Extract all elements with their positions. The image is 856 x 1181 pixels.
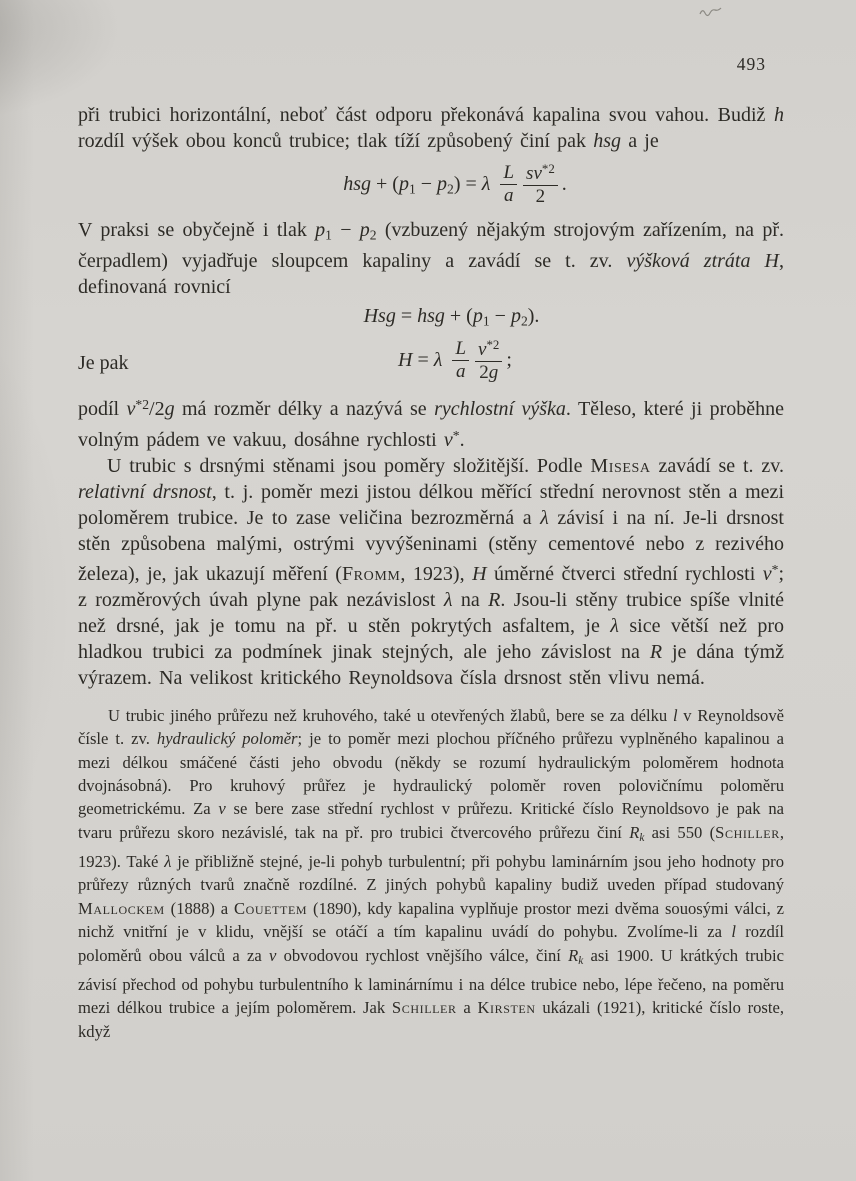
text-run: hsg	[417, 305, 445, 328]
text-run: sv	[526, 162, 542, 184]
text-run: 2	[447, 181, 454, 197]
text-run: (vzbuzený nějakým strojovým zařízením, na př. čerpadlem) vyjadřuje sloupcem kapaliny a zavádí se t. zv.	[78, 218, 784, 273]
paragraph-velocity-head	[78, 392, 784, 452]
text-run: obvodovou rychlost vnějšího válce, činí	[276, 945, 569, 965]
text-run: R	[568, 945, 579, 965]
text-run: λ	[443, 588, 453, 611]
text-run: při trubici horizontální, neboť část odporu překonává kapalina svou vahou. Budiž	[78, 104, 774, 126]
text-run: 2	[369, 227, 377, 243]
text-run: .	[459, 428, 465, 451]
text-run: hsg	[593, 130, 622, 152]
text-run: + (	[444, 305, 473, 328]
text-run: Kirsten	[477, 998, 536, 1018]
text-run: ).	[527, 305, 540, 328]
text-run: je dána týmž výrazem. Na velikost kritického Reynoldsova čísla drsnost stěn vlivu nemá.	[78, 640, 785, 689]
text-run: je přibližně stejné, je-li pohyb turbulentní; při pohybu laminárním jsou jeho hodnoty pro průřezy různých tvarů značně rozdílné. Z jiných pohybů kapaliny budiž uveden případ studovaný	[78, 852, 784, 895]
text-run: p	[398, 172, 409, 195]
fraction-L-over-a	[500, 163, 517, 207]
text-run: U trubic s drsnými stěnami jsou poměry složitější. Podle	[107, 454, 591, 477]
text-run: Couettem	[233, 898, 308, 918]
formula-height-loss-definition	[78, 305, 784, 329]
text-run: hydraulický poloměr	[156, 729, 298, 749]
pen-scribble-mark	[699, 4, 723, 25]
text-run: v	[218, 799, 226, 819]
text-run: . Těleso, které ji proběhne volným pádem ve vakuu, dosáhne rychlosti	[78, 398, 784, 451]
text-run: v	[443, 428, 453, 451]
text-run: v	[762, 562, 772, 585]
je-pak-label: Je pak	[78, 351, 129, 374]
text-run: ; z rozměrových úvah plyne pak nezávislost	[78, 562, 784, 611]
text-run: λ	[164, 852, 172, 872]
text-run: úměrné čtverci střední rychlosti	[486, 562, 763, 585]
text-run: V praksi se obyčejně i tlak	[78, 218, 316, 241]
fraction-v2-over-2g	[475, 338, 502, 384]
text-run: *2	[486, 336, 500, 352]
text-run: a je	[621, 130, 659, 152]
text-run: *2	[135, 397, 150, 413]
text-run: Misesa	[590, 454, 651, 477]
text-run: U trubic jiného průřezu než kruhového, také u otevřených žlabů, bere se za délku	[108, 705, 673, 725]
text-run: R	[649, 640, 663, 663]
text-run: p	[359, 218, 370, 241]
text-run: , 1923),	[400, 562, 473, 585]
text-run: v	[478, 338, 487, 360]
text-run: a	[455, 361, 466, 383]
je-pak-row	[78, 338, 784, 384]
text-run: ukázali (1921), kritické číslo roste, když	[78, 998, 784, 1041]
text-run: hsg	[343, 172, 372, 195]
formula-period: .	[561, 173, 567, 196]
text-run: závisí i na ní. Je-li drsnost stěn způsobena malými, ostrými vyvýšeninami (stěny cementové nebo z rezivého železa), je, jak ukazují měření (	[78, 506, 784, 585]
text-run: λ	[540, 506, 549, 529]
text-run: , definovaná rovnicí	[78, 250, 784, 299]
text-run: Schiller	[391, 998, 457, 1018]
text-run: a	[456, 998, 478, 1018]
text-run: =	[412, 349, 434, 372]
formula-left-side	[343, 173, 490, 197]
text-run: se bere zase střední rychlost v průřezu. Kritické číslo Reynoldsovo je pak na tvaru průřezu skoro nezávislé, tak na př. pro trubici čtvercového průřezu činí	[78, 799, 784, 842]
text-run: (1890), kdy kapalina vyplňuje prostor mezi dvěma souosými válci, z nichž vnitřní je v klidu, vnější se otáčí a tím kapalinu uvádí do pohybu. Zvolíme-li za	[78, 898, 785, 942]
text-run: v Reynoldsově čísle t. zv.	[78, 705, 784, 749]
text-run: ; je to poměr mezi plochou příčného průřezu vyplněného kapalinou a mezi délkou smáčené části jeho obvodu (někdy se rozumí hydraulickým poloměrem hodnota dvojnásobná). Pro kruhový průřez je hydraulický poloměr roven polovičnímu poloměru geometrickému. Za	[78, 729, 785, 819]
text-run: g	[164, 398, 175, 421]
text-run: λ	[433, 349, 443, 372]
text-run: sice větší než pro hladkou trubici za podmínek jinak stejných, ale jeho závislost na	[78, 614, 784, 663]
text-run: −	[331, 218, 360, 241]
text-run: −	[489, 305, 511, 328]
formula-line	[364, 305, 540, 329]
text-run: . Jsou-li stěny trubice spíše vlnité než drsné, jak je tomu na př. u stěn pokrytých asfaltem, je	[78, 588, 785, 637]
text-run: −	[415, 172, 438, 195]
text-run: λ	[481, 172, 491, 195]
text-run: H	[472, 562, 487, 585]
text-run: a	[504, 185, 514, 207]
page-number: 493	[736, 54, 766, 74]
text-run: rychlostní výška	[434, 398, 566, 421]
paragraph-roughness	[78, 453, 784, 691]
text-block	[78, 102, 784, 1043]
text-run: h	[774, 104, 784, 126]
text-run: /2	[149, 398, 165, 421]
text-run: 2	[479, 361, 489, 383]
text-run: 1	[408, 181, 416, 197]
text-run: asi 1900. U krátkých trubic závisí přechod od pohybu turbulentního k laminárnímu i na délce trubice nebo, lépe řečeno, na poměru mezi délkou trubice a jejím poloměrem. Jak	[78, 945, 784, 1018]
text-run: *2	[541, 161, 555, 176]
text-run: v	[126, 398, 136, 421]
paragraph-pressure-column	[78, 217, 784, 300]
text-run: ) =	[453, 172, 482, 195]
text-run: L	[455, 337, 467, 359]
text-run: R	[488, 588, 501, 611]
text-run: p	[315, 218, 326, 241]
text-run: Mallockem	[78, 898, 165, 918]
text-run: R	[629, 822, 640, 842]
formula-semicolon: ;	[506, 349, 512, 372]
text-run: 1	[325, 227, 332, 243]
paragraph-intro	[78, 102, 784, 154]
text-run: + (	[371, 172, 399, 195]
text-run: *	[452, 427, 460, 443]
paragraph-hydraulic-radius	[78, 704, 784, 1043]
text-run: 2	[535, 186, 546, 208]
text-run: rozdíl poloměrů obou válců a za	[78, 922, 784, 965]
text-run: l	[731, 922, 736, 942]
text-run: relativní drsnost	[78, 480, 212, 503]
text-run: Fromm	[341, 562, 401, 585]
text-run: L	[503, 161, 515, 183]
text-run: Hsg	[363, 305, 396, 328]
text-run: na	[452, 588, 489, 611]
text-run: v	[268, 945, 277, 965]
formula-pressure-balance	[78, 162, 784, 208]
formula-left-side	[398, 349, 442, 372]
text-run: , t. j. poměr mezi jistou délkou měřící střední nerovnost stěn a mezi poloměrem trubice. Je to zase veličina bezrozměrná a	[78, 480, 784, 529]
text-run: k	[578, 954, 584, 967]
text-run: p	[510, 305, 521, 328]
text-run: rozdíl výšek obou konců trubice; tlak tíží způsobený činí pak	[78, 130, 594, 152]
text-run: l	[672, 705, 678, 725]
fraction-L-over-a	[452, 339, 469, 383]
text-run: p	[472, 305, 483, 328]
text-run: Schiller	[715, 822, 780, 842]
text-run: 1	[482, 313, 490, 329]
fraction-sv2-over-2	[523, 162, 558, 208]
text-run: má rozměr délky a nazývá se	[174, 398, 435, 421]
formula-height-loss	[78, 338, 784, 384]
text-run: H	[398, 349, 413, 372]
text-run: *	[771, 561, 779, 577]
text-run: 2	[520, 313, 528, 329]
text-run: λ	[610, 614, 619, 637]
text-run: výšková ztráta H	[626, 250, 779, 273]
text-run: =	[395, 305, 418, 328]
text-run: podíl	[78, 398, 127, 421]
text-run: k	[639, 831, 645, 844]
text-run: p	[437, 172, 448, 195]
text-run: zavádí se t. zv.	[650, 454, 784, 477]
text-run: asi 550 (	[644, 822, 716, 842]
text-run: g	[488, 361, 499, 383]
text-run: (1888) a	[164, 898, 234, 918]
text-run: , 1923). Také	[78, 822, 784, 872]
